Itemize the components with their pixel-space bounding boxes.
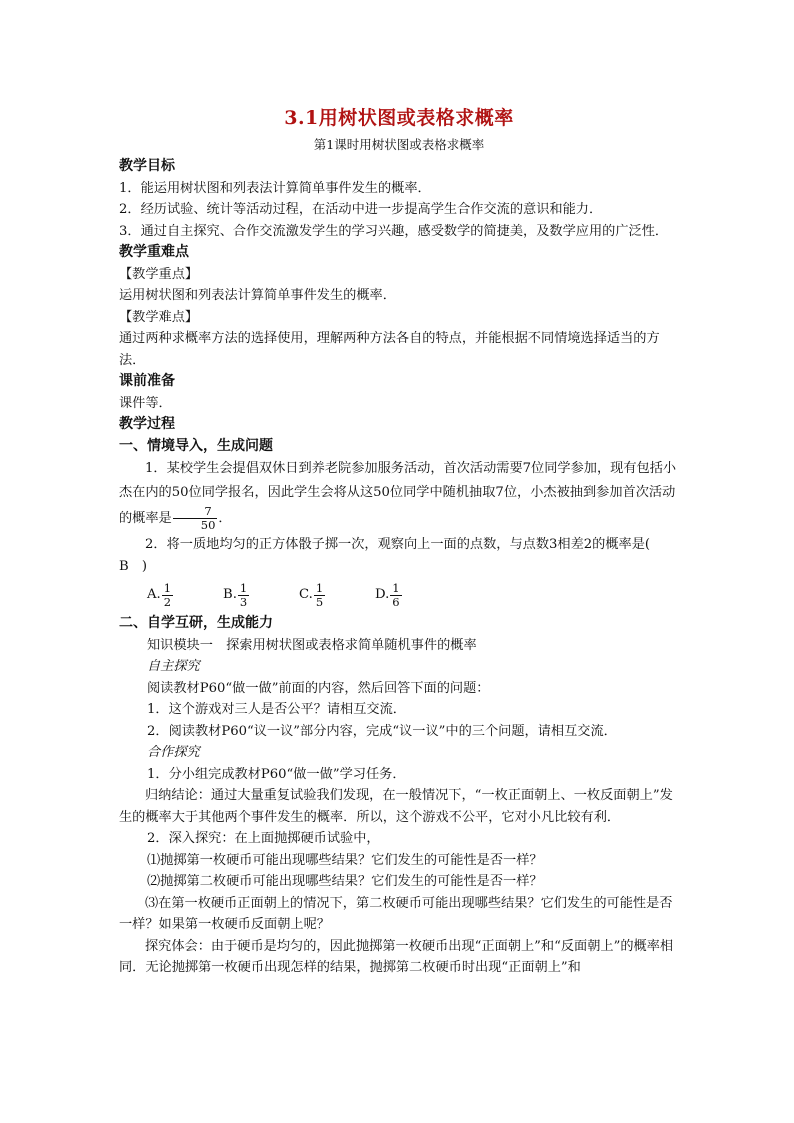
fraction-numerator: 1 bbox=[239, 580, 248, 595]
section-heading-goals: 教学目标 bbox=[119, 158, 175, 174]
conclusion-text: 归纳结论：通过大量重复试验我们发现，在一般情况下，“一枚正面朝上、一枚反面朝上”发生的概率大于其他两个事件发生的概率．所以，这个游戏不公平，它对小凡比较有利． bbox=[119, 788, 673, 825]
goal-item: 1．能运用树状图和列表法计算简单事件发生的概率． bbox=[119, 180, 431, 196]
module-heading: 知识模块一 探索用树状图或表格求简单随机事件的概率 bbox=[147, 637, 477, 653]
option-fraction bbox=[314, 582, 325, 609]
key-point-label: 【教学重点】 bbox=[119, 266, 199, 282]
coop-task-2: 2．深入探究：在上面抛掷硬币试验中， bbox=[147, 831, 380, 846]
fraction-denominator: 50 bbox=[173, 518, 218, 532]
preparation-text: 课件等． bbox=[119, 395, 172, 411]
experience-text: 探究体会：由于硬币是均匀的，因此抛掷第一枚硬币出现“正面朝上”和“反面朝上”的概率相同．无论抛掷第一枚硬币出现怎样的结果，抛掷第二枚硬币时出现“正面朝上”和 bbox=[119, 938, 674, 975]
self-question-2: 2．阅读教材P60“议一议”部分内容，完成“议一议”中的三个问题，请相互交流． bbox=[147, 723, 617, 739]
reading-instruction: 阅读教材P60“做一做”前面的内容，然后回答下面的问题： bbox=[147, 680, 490, 696]
fraction-numerator: 1 bbox=[315, 580, 324, 595]
fraction-denominator: 3 bbox=[239, 594, 248, 609]
document-page bbox=[119, 104, 679, 979]
difficulty-text: 通过两种求概率方法的选择使用，理解两种方法各自的特点，并能根据不同情境选择适当的方法． bbox=[119, 331, 660, 368]
document-title: 3.1用树状图或表格求概率 bbox=[284, 107, 514, 129]
goal-item: 2．经历试验、统计等活动过程，在活动中进一步提高学生合作交流的意识和能力． bbox=[119, 202, 603, 217]
part-heading-intro: 一、情境导入，生成问题 bbox=[119, 437, 273, 454]
option-fraction bbox=[238, 582, 249, 609]
coop-task-1: 1．分小组完成教材P60“做一做”学习任务． bbox=[147, 766, 406, 782]
option-label: A. bbox=[147, 587, 161, 603]
answer-options bbox=[119, 577, 679, 613]
part-heading-self-study: 二、自学互研，生成能力 bbox=[119, 615, 273, 631]
option-d bbox=[375, 582, 451, 609]
fraction-numerator: 7 bbox=[204, 504, 212, 518]
fraction-denominator: 5 bbox=[315, 594, 324, 609]
question-1-text: 1．某校学生会提倡双休日到养老院参加服务活动，首次活动需要7位同学参加，现有包括小杰在内的50位同学报名，因此学生会将从这50位同学中随机抽取7位，小杰被抽到参加首次活动的概率是 bbox=[119, 461, 677, 526]
self-question-1: 1．这个游戏对三人是否公平？请相互交流． bbox=[147, 702, 406, 717]
question-1 bbox=[119, 457, 679, 532]
coop-explore-label: 合作探究 bbox=[147, 745, 200, 760]
question-1-fraction bbox=[173, 505, 218, 532]
option-fraction bbox=[162, 582, 173, 609]
option-a bbox=[147, 582, 223, 609]
section-heading-preparation: 课前准备 bbox=[119, 373, 175, 389]
option-label: C. bbox=[299, 587, 313, 603]
coop-subquestion-2: ⑵抛掷第二枚硬币可能出现哪些结果？它们发生的可能性是否一样？ bbox=[147, 874, 543, 889]
section-heading-key-points: 教学重难点 bbox=[119, 244, 189, 260]
section-heading-process: 教学过程 bbox=[119, 416, 175, 432]
question-1-end: ． bbox=[218, 511, 232, 526]
coop-subquestion-1: ⑴抛掷第一枚硬币可能出现哪些结果？它们发生的可能性是否一样？ bbox=[147, 852, 543, 868]
goal-item: 3．通过自主探究、合作交流激发学生的学习兴趣，感受数学的简捷美，及数学应用的广泛性． bbox=[119, 223, 669, 239]
option-label: B. bbox=[223, 587, 237, 603]
difficulty-label: 【教学难点】 bbox=[119, 309, 199, 325]
fraction-denominator: 2 bbox=[163, 594, 172, 609]
option-b bbox=[223, 582, 299, 609]
question-2: 2．将一质地均匀的正方体骰子掷一次，观察向上一面的点数，与点数3相差2的概率是( B ) bbox=[119, 537, 664, 574]
option-fraction bbox=[390, 582, 401, 609]
coop-subquestion-3: ⑶在第一枚硬币正面朝上的情况下，第二枚硬币可能出现哪些结果？它们发生的可能性是否一样？如果第一枚硬币反面朝上呢？ bbox=[119, 895, 673, 932]
key-point-text: 运用树状图和列表法计算简单事件发生的概率． bbox=[119, 288, 396, 303]
option-c bbox=[299, 582, 375, 609]
self-explore-label: 自主探究 bbox=[147, 659, 200, 674]
fraction-denominator: 6 bbox=[392, 594, 400, 609]
option-label: D. bbox=[375, 587, 390, 603]
fraction-numerator: 1 bbox=[163, 580, 172, 595]
document-subtitle: 第1课时用树状图或表格求概率 bbox=[313, 137, 485, 152]
fraction-numerator: 1 bbox=[392, 580, 400, 595]
